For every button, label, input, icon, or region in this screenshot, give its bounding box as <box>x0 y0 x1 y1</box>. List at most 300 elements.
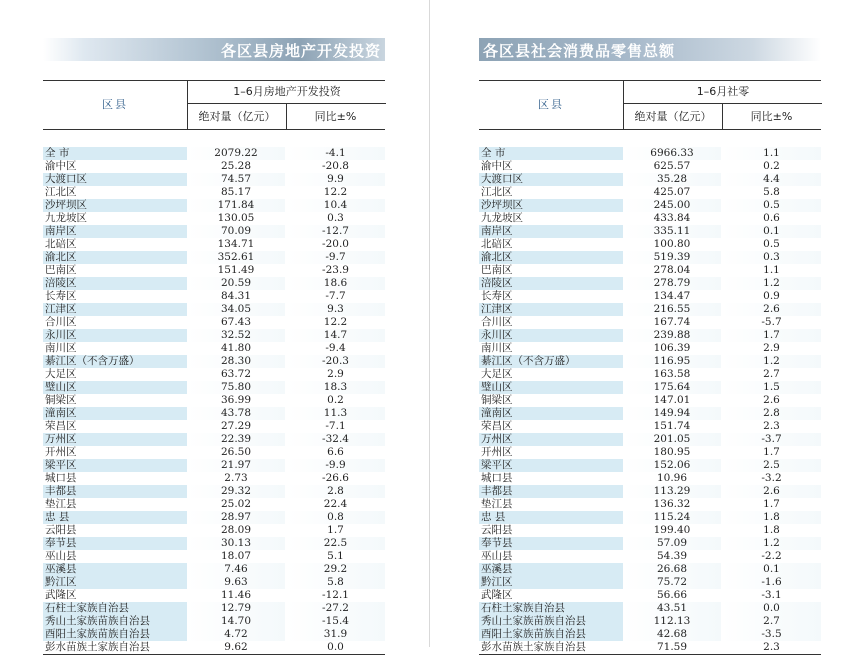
panel-title: 各区县社会消费品零售总额 <box>483 42 676 60</box>
yoy-change: 29.2 <box>286 563 385 576</box>
yoy-change: 1.8 <box>763 524 780 536</box>
region-name: 南岸区 <box>479 225 623 238</box>
yoy-change: 2.6 <box>722 485 821 498</box>
absolute-value: 20.59 <box>187 277 285 290</box>
yoy-change: 1.2 <box>722 277 821 290</box>
table-row <box>43 485 385 498</box>
region-name: 石柱土家族自治县 <box>43 602 187 615</box>
table-row <box>479 563 821 576</box>
yoy-change: 2.8 <box>286 485 385 498</box>
absolute-value: 239.88 <box>623 329 721 342</box>
table-row <box>479 251 821 264</box>
region-name: 长寿区 <box>481 290 513 302</box>
table-row <box>43 316 385 329</box>
table-row <box>479 264 821 277</box>
yoy-change: -3.5 <box>722 628 821 641</box>
absolute-value: 519.39 <box>623 251 721 264</box>
table-row <box>479 290 821 303</box>
region-name: 璧山区 <box>479 381 623 394</box>
table-row <box>479 173 821 186</box>
region-name: 合川区 <box>45 316 77 328</box>
region-name: 酉阳土家族苗族自治县 <box>479 628 623 641</box>
yoy-change: -5.7 <box>761 316 782 328</box>
region-name: 巴南区 <box>45 264 77 276</box>
region-name: 九龙坡区 <box>481 212 523 224</box>
region-name: 垫江县 <box>481 498 513 510</box>
table-row <box>479 589 821 602</box>
region-name: 奉节县 <box>43 537 187 550</box>
panel-title-banner <box>479 38 821 61</box>
region-name: 开州区 <box>45 446 77 458</box>
yoy-change: 0.0 <box>722 602 821 615</box>
group-column-header: 1–6月社零 <box>623 81 822 104</box>
region-name: 荣昌区 <box>45 420 77 432</box>
region-name: 涪陵区 <box>43 277 187 290</box>
absolute-column-header: 绝对量（亿元） <box>187 104 287 129</box>
absolute-value: 21.97 <box>187 459 285 472</box>
table-row <box>43 186 385 199</box>
absolute-value: 100.80 <box>653 238 691 250</box>
region-name: 巫溪县 <box>479 563 623 576</box>
yoy-change: 1.1 <box>763 264 780 276</box>
yoy-change: 0.2 <box>763 160 780 172</box>
absolute-value: 149.94 <box>623 407 721 420</box>
yoy-change: -4.1 <box>286 147 385 160</box>
yoy-change: 0.1 <box>722 563 821 576</box>
table-row <box>43 238 385 251</box>
absolute-value: 42.68 <box>623 628 721 641</box>
yoy-change: 1.1 <box>722 147 821 160</box>
table-row <box>479 303 821 316</box>
yoy-change: 2.5 <box>722 459 821 472</box>
table-row <box>43 615 385 628</box>
yoy-change: 5.8 <box>763 186 780 198</box>
absolute-value: 112.13 <box>623 615 721 628</box>
yoy-change: 14.7 <box>286 329 385 342</box>
region-name: 南川区 <box>481 342 513 354</box>
region-name: 云阳县 <box>481 524 513 536</box>
table-row <box>479 472 821 485</box>
yoy-change: -26.6 <box>322 472 349 484</box>
yoy-change: -20.8 <box>322 160 349 172</box>
yoy-change: 2.3 <box>763 641 780 653</box>
yoy-change: 1.7 <box>763 446 780 458</box>
region-name: 巫山县 <box>481 550 513 562</box>
yoy-change: 31.9 <box>286 628 385 641</box>
absolute-value: 113.29 <box>623 485 721 498</box>
table-row <box>479 641 821 654</box>
table-body <box>479 147 821 655</box>
table-row <box>43 628 385 641</box>
yoy-change: 1.7 <box>763 498 780 510</box>
yoy-change: -3.2 <box>761 472 782 484</box>
yoy-change: -9.4 <box>325 342 346 354</box>
table-row <box>479 277 821 290</box>
absolute-value: 30.13 <box>187 537 285 550</box>
absolute-value: 116.95 <box>623 355 721 368</box>
absolute-value: 278.04 <box>653 264 691 276</box>
absolute-value: 43.78 <box>187 407 285 420</box>
region-name: 全 市 <box>479 147 623 160</box>
absolute-value: 10.96 <box>656 472 688 484</box>
table-row <box>43 199 385 212</box>
table-row <box>479 537 821 550</box>
absolute-value: 151.74 <box>653 420 691 432</box>
absolute-value: 4.72 <box>187 628 285 641</box>
table-row <box>43 589 385 602</box>
table-row <box>43 173 385 186</box>
region-name: 渝北区 <box>43 251 187 264</box>
yoy-change: -20.3 <box>286 355 385 368</box>
region-name: 酉阳土家族苗族自治县 <box>43 628 187 641</box>
page-divider <box>429 0 430 647</box>
yoy-change: -9.7 <box>286 251 385 264</box>
region-name: 彭水苗族土家族自治县 <box>45 641 150 653</box>
table-row <box>43 524 385 537</box>
table-row <box>43 381 385 394</box>
table-row <box>479 407 821 420</box>
table-row <box>479 186 821 199</box>
region-name: 永川区 <box>479 329 623 342</box>
region-name: 荣昌区 <box>481 420 513 432</box>
yoy-change: 12.2 <box>323 186 348 198</box>
region-name: 巫山县 <box>45 550 77 562</box>
table-row <box>43 290 385 303</box>
table-row <box>479 160 821 173</box>
region-name: 忠 县 <box>43 511 187 524</box>
yoy-change: 0.0 <box>327 641 344 653</box>
absolute-value: 134.47 <box>653 290 691 302</box>
yoy-change: 0.8 <box>286 511 385 524</box>
absolute-value: 147.01 <box>653 394 691 406</box>
table-row <box>43 225 385 238</box>
yoy-change: 2.6 <box>722 303 821 316</box>
table-row <box>43 563 385 576</box>
region-name: 城口县 <box>481 472 513 484</box>
absolute-value: 11.46 <box>220 589 252 601</box>
retail-sales-panel <box>479 38 821 655</box>
region-name: 彭水苗族土家族自治县 <box>481 641 586 653</box>
region-name: 奉节县 <box>479 537 623 550</box>
yoy-change: -3.1 <box>761 589 782 601</box>
region-name: 江北区 <box>481 186 513 198</box>
absolute-value: 175.64 <box>623 381 721 394</box>
yoy-change: 18.6 <box>286 277 385 290</box>
absolute-value: 36.99 <box>220 394 252 406</box>
table-row <box>43 602 385 615</box>
group-column-header: 1–6月房地产开发投资 <box>187 81 386 104</box>
region-name: 北碚区 <box>45 238 77 250</box>
absolute-value: 167.74 <box>653 316 691 328</box>
absolute-value: 74.57 <box>187 173 285 186</box>
table-row <box>43 264 385 277</box>
panel-title: 各区县房地产开发投资 <box>220 42 381 60</box>
yoy-change: 0.5 <box>722 199 821 212</box>
table-row <box>479 225 821 238</box>
table-row <box>479 342 821 355</box>
table-row <box>479 147 821 160</box>
absolute-value: 425.07 <box>653 186 691 198</box>
table-row <box>43 511 385 524</box>
region-column-header: 区县 <box>538 98 564 111</box>
absolute-value: 106.39 <box>653 342 691 354</box>
table-header <box>43 80 385 130</box>
absolute-value: 28.09 <box>220 524 252 536</box>
region-name: 璧山区 <box>43 381 187 394</box>
absolute-value: 28.97 <box>187 511 285 524</box>
region-name: 武隆区 <box>481 589 513 601</box>
region-name: 綦江区（不含万盛） <box>479 355 623 368</box>
yoy-change: -27.2 <box>286 602 385 615</box>
table-row <box>479 316 821 329</box>
yoy-change: -2.2 <box>761 550 782 562</box>
yoy-change: 2.9 <box>763 342 780 354</box>
yoy-change: -15.4 <box>286 615 385 628</box>
absolute-value: 56.66 <box>656 589 688 601</box>
yoy-change: -3.7 <box>722 433 821 446</box>
region-name: 铜梁区 <box>481 394 513 406</box>
region-name: 大足区 <box>481 368 513 380</box>
absolute-value: 12.79 <box>187 602 285 615</box>
region-name: 北碚区 <box>481 238 513 250</box>
region-name: 巴南区 <box>481 264 513 276</box>
absolute-value: 433.84 <box>653 212 691 224</box>
absolute-value: 29.32 <box>187 485 285 498</box>
yoy-change: -23.9 <box>322 264 349 276</box>
region-name: 南川区 <box>45 342 77 354</box>
yoy-change: 18.3 <box>286 381 385 394</box>
region-name: 沙坪坝区 <box>479 199 623 212</box>
absolute-value: 25.28 <box>220 160 252 172</box>
region-name: 永川区 <box>43 329 187 342</box>
table-row <box>479 459 821 472</box>
absolute-value: 18.07 <box>220 550 252 562</box>
table-row <box>479 615 821 628</box>
absolute-value: 625.57 <box>653 160 691 172</box>
absolute-value: 35.28 <box>623 173 721 186</box>
table-row <box>43 329 385 342</box>
table-row <box>43 420 385 433</box>
region-name: 梁平区 <box>43 459 187 472</box>
table-row <box>43 407 385 420</box>
region-name: 渝北区 <box>479 251 623 264</box>
region-column-header: 区县 <box>102 98 128 111</box>
table-row <box>479 368 821 381</box>
yoy-change: -20.0 <box>322 238 349 250</box>
region-name: 开州区 <box>481 446 513 458</box>
absolute-value: 71.59 <box>656 641 688 653</box>
absolute-value: 6966.33 <box>623 147 721 160</box>
region-name: 梁平区 <box>479 459 623 472</box>
table-row <box>43 472 385 485</box>
absolute-value: 278.79 <box>623 277 721 290</box>
absolute-value: 7.46 <box>187 563 285 576</box>
absolute-value: 9.63 <box>187 576 285 589</box>
absolute-value: 199.40 <box>653 524 691 536</box>
yoy-change: -32.4 <box>286 433 385 446</box>
yoy-change: 22.5 <box>286 537 385 550</box>
table-row <box>479 381 821 394</box>
absolute-column-header: 绝对量（亿元） <box>623 104 723 129</box>
table-row <box>479 485 821 498</box>
yoy-change: 1.7 <box>327 524 344 536</box>
region-name: 大足区 <box>45 368 77 380</box>
region-name: 涪陵区 <box>479 277 623 290</box>
absolute-value: 70.09 <box>187 225 285 238</box>
absolute-value: 75.72 <box>623 576 721 589</box>
yoy-change: -12.7 <box>286 225 385 238</box>
absolute-value: 43.51 <box>623 602 721 615</box>
table-row <box>479 238 821 251</box>
table-row <box>43 459 385 472</box>
table-row <box>43 147 385 160</box>
table-row <box>43 212 385 225</box>
yoy-change: 1.2 <box>722 537 821 550</box>
region-name: 沙坪坝区 <box>43 199 187 212</box>
region-name: 万州区 <box>43 433 187 446</box>
absolute-value: 67.43 <box>220 316 252 328</box>
table-row <box>479 602 821 615</box>
absolute-value: 201.05 <box>623 433 721 446</box>
absolute-value: 152.06 <box>623 459 721 472</box>
region-name: 云阳县 <box>45 524 77 536</box>
absolute-value: 2.73 <box>224 472 248 484</box>
absolute-value: 130.05 <box>217 212 255 224</box>
panel-title-banner <box>43 38 385 61</box>
table-row <box>43 446 385 459</box>
table-row <box>43 368 385 381</box>
region-name: 丰都县 <box>479 485 623 498</box>
yoy-change: 2.6 <box>763 394 780 406</box>
yoy-change: -1.6 <box>722 576 821 589</box>
yoy-change: 0.6 <box>763 212 780 224</box>
absolute-value: 32.52 <box>187 329 285 342</box>
table-row <box>479 355 821 368</box>
region-name: 合川区 <box>481 316 513 328</box>
yoy-change: -12.1 <box>322 589 349 601</box>
table-row <box>43 537 385 550</box>
absolute-value: 2079.22 <box>187 147 285 160</box>
region-name: 大渡口区 <box>43 173 187 186</box>
region-name: 长寿区 <box>45 290 77 302</box>
table-row <box>43 342 385 355</box>
absolute-value: 63.72 <box>220 368 252 380</box>
absolute-value: 151.49 <box>217 264 255 276</box>
region-name: 城口县 <box>45 472 77 484</box>
table-row <box>43 576 385 589</box>
yoy-change: 0.2 <box>327 394 344 406</box>
absolute-value: 57.09 <box>623 537 721 550</box>
region-name: 江北区 <box>45 186 77 198</box>
table-row <box>479 511 821 524</box>
absolute-value: 75.80 <box>187 381 285 394</box>
yoy-change: 2.7 <box>763 368 780 380</box>
table-row <box>479 524 821 537</box>
absolute-value: 115.24 <box>623 511 721 524</box>
table-row <box>479 446 821 459</box>
absolute-value: 54.39 <box>656 550 688 562</box>
table-row <box>43 277 385 290</box>
region-name: 武隆区 <box>45 589 77 601</box>
table-row <box>479 212 821 225</box>
yoy-change: 0.1 <box>722 225 821 238</box>
table-row <box>479 394 821 407</box>
table-row <box>43 433 385 446</box>
yoy-change: 1.7 <box>722 329 821 342</box>
region-name: 秀山土家族苗族自治县 <box>43 615 187 628</box>
absolute-value: 335.11 <box>623 225 721 238</box>
absolute-value: 26.68 <box>623 563 721 576</box>
region-name: 江津区 <box>43 303 187 316</box>
yoy-change: -7.1 <box>325 420 346 432</box>
region-name: 渝中区 <box>481 160 513 172</box>
absolute-value: 180.95 <box>653 446 691 458</box>
yoy-change: 12.2 <box>323 316 348 328</box>
absolute-value: 26.50 <box>220 446 252 458</box>
yoy-change: 0.9 <box>763 290 780 302</box>
region-name: 渝中区 <box>45 160 77 172</box>
absolute-value: 9.62 <box>224 641 248 653</box>
region-name: 江津区 <box>479 303 623 316</box>
region-name: 九龙坡区 <box>45 212 87 224</box>
table-body <box>43 147 385 655</box>
absolute-value: 27.29 <box>220 420 252 432</box>
region-name: 丰都县 <box>43 485 187 498</box>
absolute-value: 134.71 <box>217 238 255 250</box>
yoy-change: 2.3 <box>763 420 780 432</box>
table-row <box>43 160 385 173</box>
region-name: 黔江区 <box>43 576 187 589</box>
yoy-column-header: 同比±% <box>314 110 357 123</box>
region-name: 潼南区 <box>43 407 187 420</box>
yoy-change: 6.6 <box>327 446 344 458</box>
absolute-value: 136.32 <box>653 498 691 510</box>
table-row <box>43 303 385 316</box>
yoy-change: 4.4 <box>722 173 821 186</box>
absolute-value: 14.70 <box>187 615 285 628</box>
yoy-change: 0.5 <box>763 238 780 250</box>
yoy-change: 2.8 <box>722 407 821 420</box>
region-name: 綦江区（不含万盛） <box>43 355 187 368</box>
absolute-value: 25.02 <box>220 498 252 510</box>
yoy-change: 0.3 <box>327 212 344 224</box>
table-row <box>43 550 385 563</box>
table-row <box>43 355 385 368</box>
yoy-column-header: 同比±% <box>750 110 793 123</box>
yoy-change: 11.3 <box>286 407 385 420</box>
table-header <box>479 80 821 130</box>
region-name: 万州区 <box>479 433 623 446</box>
absolute-value: 22.39 <box>187 433 285 446</box>
yoy-change: 5.8 <box>286 576 385 589</box>
region-name: 潼南区 <box>479 407 623 420</box>
yoy-change: 5.1 <box>327 550 344 562</box>
region-name: 黔江区 <box>479 576 623 589</box>
absolute-value: 28.30 <box>187 355 285 368</box>
region-name: 大渡口区 <box>479 173 623 186</box>
absolute-value: 352.61 <box>187 251 285 264</box>
region-name: 巫溪县 <box>43 563 187 576</box>
absolute-value: 84.31 <box>220 290 252 302</box>
region-name: 石柱土家族自治县 <box>479 602 623 615</box>
table-row <box>479 550 821 563</box>
absolute-value: 216.55 <box>623 303 721 316</box>
yoy-change: 9.9 <box>286 173 385 186</box>
yoy-change: 22.4 <box>323 498 348 510</box>
yoy-change: 1.5 <box>722 381 821 394</box>
absolute-value: 171.84 <box>187 199 285 212</box>
absolute-value: 41.80 <box>220 342 252 354</box>
